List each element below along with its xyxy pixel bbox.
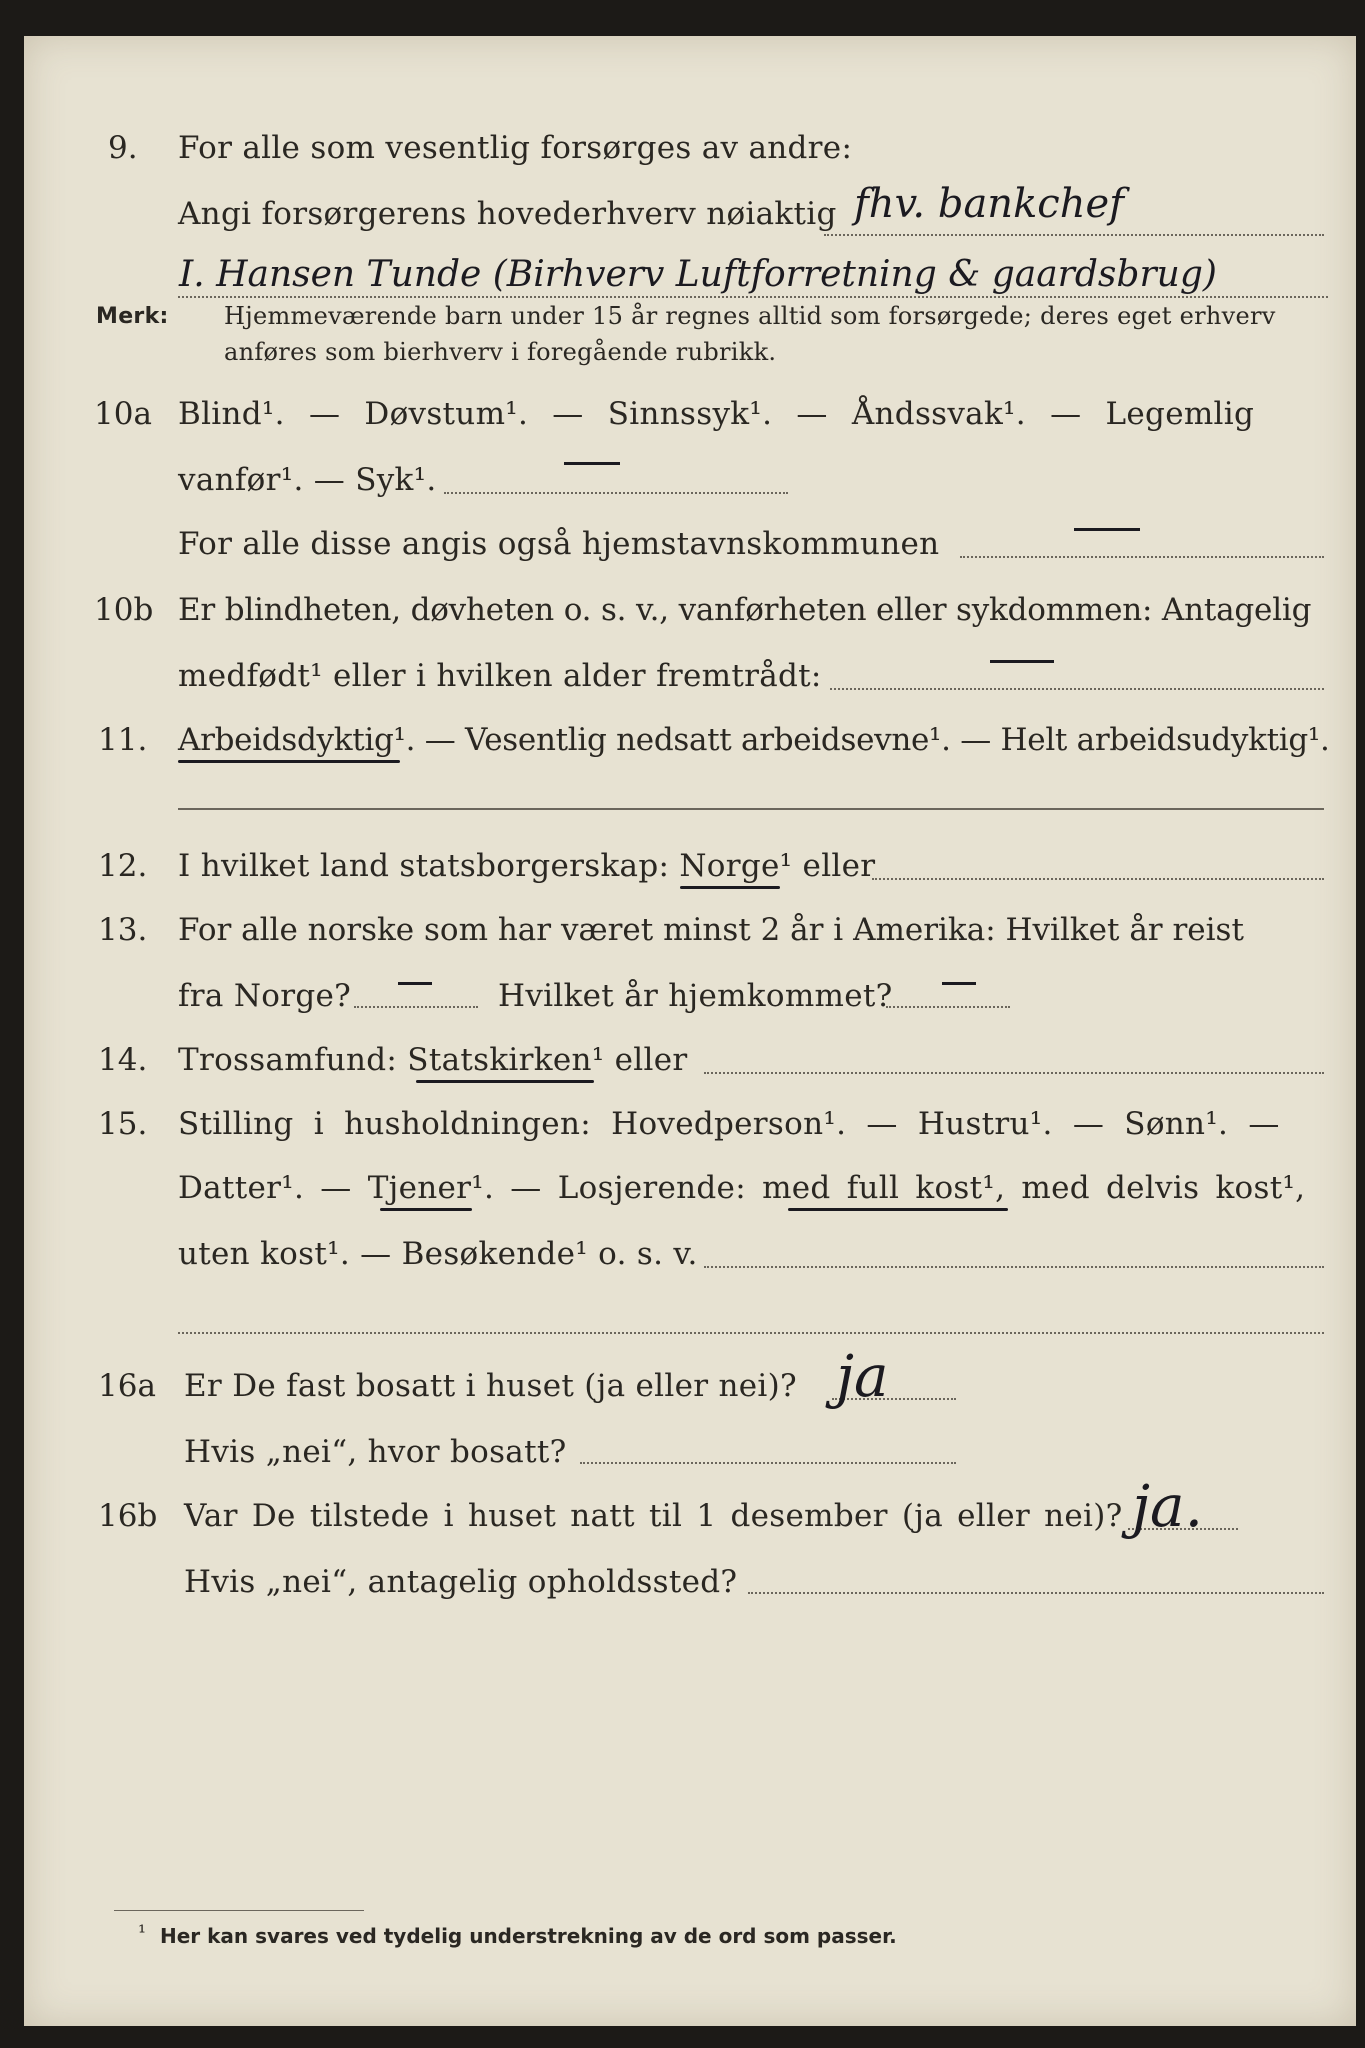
q11-line1: Arbeidsdyktig¹. — Vesentlig nedsatt arbeidsevne¹. — Helt arbeidsudyktig¹. bbox=[178, 722, 1330, 758]
q13-number: 13. bbox=[98, 912, 148, 948]
q16b-line1: Var De tilstede i huset natt til 1 desember (ja eller nei)? bbox=[184, 1498, 1123, 1534]
q10b-number: 10b bbox=[94, 592, 154, 628]
q9-handwritten-occupation: fhv. bankchef bbox=[854, 181, 1124, 227]
q15-line3: uten kost¹. — Besøkende¹ o. s. v. bbox=[178, 1236, 698, 1272]
q15-underline-tjener bbox=[380, 1208, 472, 1211]
q10a-dash-mark bbox=[564, 462, 620, 465]
q15-number: 15. bbox=[98, 1106, 148, 1142]
q16b-handwritten-answer: ja. bbox=[1132, 1472, 1203, 1540]
merk-line1: Hjemmeværende barn under 15 år regnes alltid som forsørgede; deres eget erhverv bbox=[224, 302, 1276, 330]
q15-line2: Datter¹. — Tjener¹. — Losjerende: med full kost¹, med delvis kost¹, bbox=[178, 1170, 1306, 1206]
q15-answer-line2 bbox=[178, 1332, 1324, 1334]
q16a-residence-line bbox=[580, 1462, 956, 1464]
q11-underline-arbeidsdyktig bbox=[178, 760, 400, 763]
q10b-line2: medfødt¹ eller i hvilken alder fremtrådt: bbox=[178, 658, 822, 694]
q12-line1: I hvilket land statsborgerskap: Norge¹ eller bbox=[178, 848, 876, 884]
q9-line2: Angi forsørgerens hovederhverv nøiaktig bbox=[178, 196, 837, 232]
q16b-number: 16b bbox=[98, 1498, 158, 1534]
q14-underline-statskirken bbox=[416, 1080, 594, 1083]
q13-line2b: Hvilket år hjemkommet? bbox=[498, 978, 893, 1014]
q9-handwritten-provider: I. Hansen Tunde (Birhverv Luftforretning & gaardsbrug) bbox=[179, 254, 1217, 295]
q11-number: 11. bbox=[98, 722, 148, 758]
q12-underline-norge bbox=[680, 886, 780, 889]
q16a-line2: Hvis „nei“, hvor bosatt? bbox=[184, 1434, 567, 1470]
q15-line1: Stilling i husholdningen: Hovedperson¹. — Hustru¹. — Sønn¹. — bbox=[178, 1106, 1280, 1142]
q10b-answer-line bbox=[830, 688, 1324, 690]
q9-number: 9. bbox=[108, 130, 138, 166]
merk-label: Merk: bbox=[96, 304, 169, 329]
q10b-dash-mark bbox=[990, 660, 1054, 663]
q12-number: 12. bbox=[98, 848, 148, 884]
q10a-number: 10a bbox=[94, 396, 152, 432]
q10a-line3: For alle disse angis også hjemstavnskommunen bbox=[178, 526, 940, 562]
q10a-municipality-dash bbox=[1074, 528, 1140, 531]
merk-line2: anføres som bierhverv i foregående rubrikk. bbox=[224, 338, 777, 366]
q11-answer-line bbox=[178, 808, 1324, 810]
q13-line2a: fra Norge? bbox=[178, 978, 352, 1014]
q15-answer-line1 bbox=[704, 1266, 1324, 1268]
q14-number: 14. bbox=[98, 1042, 148, 1078]
q15-underline-full-kost bbox=[788, 1208, 1008, 1211]
q13-left-line bbox=[354, 1006, 478, 1008]
q13-right-dash bbox=[942, 982, 976, 985]
q9-answer-line1 bbox=[824, 234, 1324, 236]
q16a-line1: Er De fast bosatt i huset (ja eller nei)? bbox=[184, 1368, 797, 1404]
q10a-line1: Blind¹. — Døvstum¹. — Sinnssyk¹. — Åndssvak¹. — Legemlig bbox=[178, 396, 1255, 432]
footnote-mark: ¹ bbox=[138, 1920, 147, 1944]
q16a-handwritten-answer: ja bbox=[836, 1342, 889, 1410]
q13-line1: For alle norske som har været minst 2 år i Amerika: Hvilket år reist bbox=[178, 912, 1244, 948]
q10a-sick-line bbox=[444, 492, 788, 494]
footnote-rule bbox=[114, 1910, 364, 1911]
census-form-page bbox=[24, 36, 1356, 2026]
q12-answer-line bbox=[872, 878, 1324, 880]
q10b-line1: Er blindheten, døvheten o. s. v., vanførheten eller sykdommen: Antagelig bbox=[178, 592, 1312, 628]
footnote-text bbox=[160, 1924, 897, 1948]
q16a-number: 16a bbox=[98, 1368, 156, 1404]
q13-right-line bbox=[886, 1006, 1010, 1008]
footnote-text-bold: Her kan svares ved tydelig understrekning av de ord som passer. bbox=[160, 1924, 897, 1948]
q10a-municipality-line bbox=[960, 556, 1324, 558]
q9-answer-line2 bbox=[178, 296, 1328, 298]
q16b-location-line bbox=[748, 1592, 1324, 1594]
q14-line1: Trossamfund: Statskirken¹ eller bbox=[178, 1042, 688, 1078]
q16b-line2: Hvis „nei“, antagelig opholdssted? bbox=[184, 1564, 738, 1600]
q13-left-dash bbox=[398, 982, 432, 985]
q9-line1: For alle som vesentlig forsørges av andre: bbox=[178, 130, 853, 166]
q14-answer-line bbox=[704, 1072, 1324, 1074]
q10a-line2: vanfør¹. — Syk¹. bbox=[178, 462, 437, 498]
